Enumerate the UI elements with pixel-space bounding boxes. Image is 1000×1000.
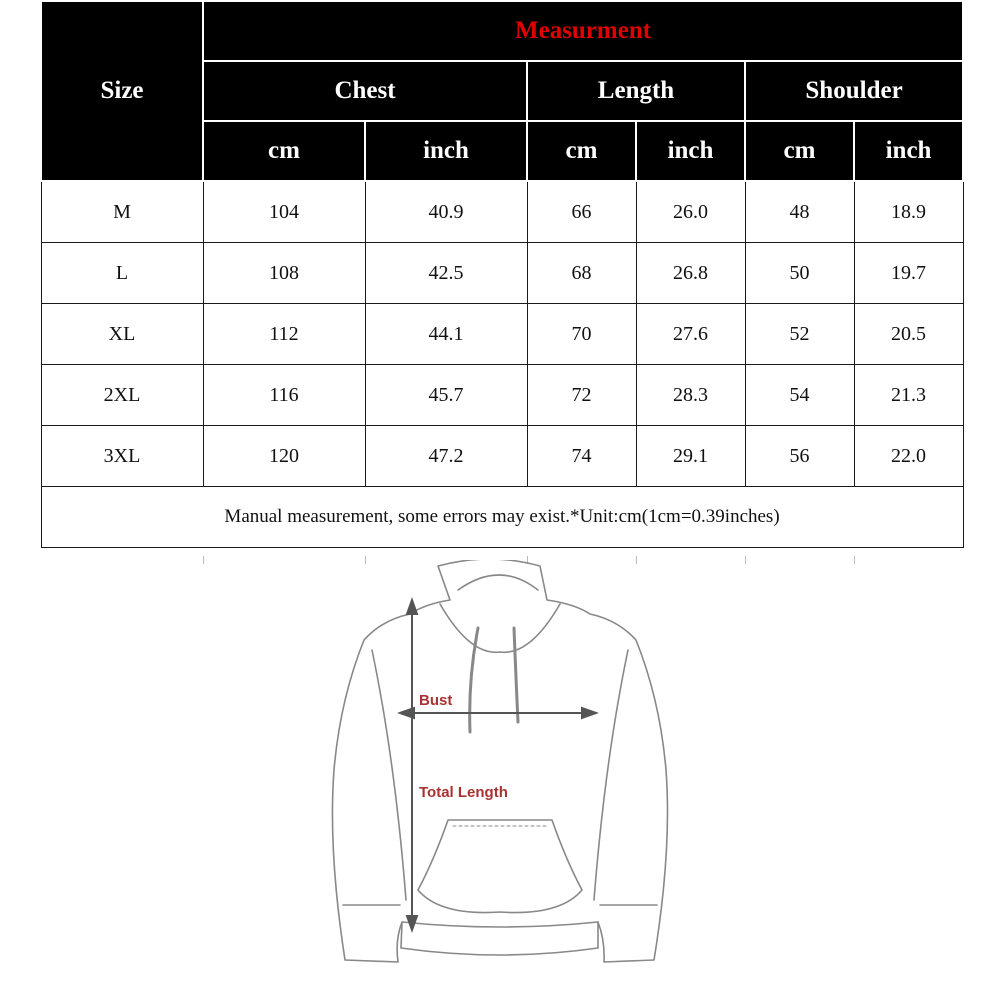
length-arrow-top	[407, 600, 417, 614]
bust-arrow-left	[400, 708, 414, 718]
note-row	[41, 487, 963, 548]
table-cell: 40.9	[365, 181, 527, 243]
table-cell: 19.7	[854, 243, 963, 304]
table-cell: 74	[527, 426, 636, 487]
length-arrow-bottom	[407, 916, 417, 930]
length-header: Length	[527, 61, 745, 121]
size-header: Size	[41, 1, 203, 181]
unit-header: inch	[365, 121, 527, 181]
table-row	[41, 243, 963, 304]
unit-header: inch	[854, 121, 963, 181]
table-cell: 44.1	[365, 304, 527, 365]
hoodie-measurement-diagram	[300, 560, 700, 1000]
unit-header: cm	[203, 121, 365, 181]
table-cell: 22.0	[854, 426, 963, 487]
table-row	[41, 426, 963, 487]
table-row	[41, 365, 963, 426]
table-cell: 56	[745, 426, 854, 487]
table-cell: 20.5	[854, 304, 963, 365]
size-cell: L	[41, 243, 203, 304]
divider-tick	[203, 556, 204, 564]
table-cell: 116	[203, 365, 365, 426]
table-cell: 112	[203, 304, 365, 365]
table-cell: 21.3	[854, 365, 963, 426]
table-cell: 104	[203, 181, 365, 243]
table-row	[41, 181, 963, 243]
table-cell: 108	[203, 243, 365, 304]
hood-inner-line	[458, 575, 538, 590]
divider-tick	[854, 556, 855, 564]
table-cell: 120	[203, 426, 365, 487]
sleeve-seam-right	[594, 650, 628, 900]
divider-tick	[745, 556, 746, 564]
table-cell: 66	[527, 181, 636, 243]
table-cell: 27.6	[636, 304, 745, 365]
chest-header: Chest	[203, 61, 527, 121]
unit-header: cm	[527, 121, 636, 181]
table-cell: 68	[527, 243, 636, 304]
measurement-note: Manual measurement, some errors may exist.*Unit:cm(1cm=0.39inches)	[41, 487, 963, 548]
hood-opening	[440, 604, 560, 652]
hem-line	[402, 922, 598, 927]
size-chart-table	[40, 0, 964, 548]
total-length-label: Total Length	[419, 784, 508, 801]
hoodie-outline	[332, 560, 667, 962]
size-cell: 3XL	[41, 426, 203, 487]
table-cell: 29.1	[636, 426, 745, 487]
table-row	[41, 304, 963, 365]
table-cell: 52	[745, 304, 854, 365]
table-cell: 54	[745, 365, 854, 426]
unit-header: cm	[745, 121, 854, 181]
table-cell: 48	[745, 181, 854, 243]
table-cell: 18.9	[854, 181, 963, 243]
bust-label: Bust	[419, 692, 453, 709]
kangaroo-pocket	[418, 820, 582, 913]
table-cell: 47.2	[365, 426, 527, 487]
table-cell: 72	[527, 365, 636, 426]
table-cell: 26.8	[636, 243, 745, 304]
sleeve-seam-left	[372, 650, 406, 900]
size-cell: XL	[41, 304, 203, 365]
unit-header: inch	[636, 121, 745, 181]
table-cell: 42.5	[365, 243, 527, 304]
table-cell: 26.0	[636, 181, 745, 243]
size-cell: 2XL	[41, 365, 203, 426]
table-cell: 45.7	[365, 365, 527, 426]
shoulder-header: Shoulder	[745, 61, 963, 121]
table-title: Measurment	[203, 1, 963, 61]
table-cell: 28.3	[636, 365, 745, 426]
table-cell: 50	[745, 243, 854, 304]
table-cell: 70	[527, 304, 636, 365]
size-cell: M	[41, 181, 203, 243]
drawstring-right	[514, 628, 518, 722]
bust-arrow-right	[582, 708, 596, 718]
